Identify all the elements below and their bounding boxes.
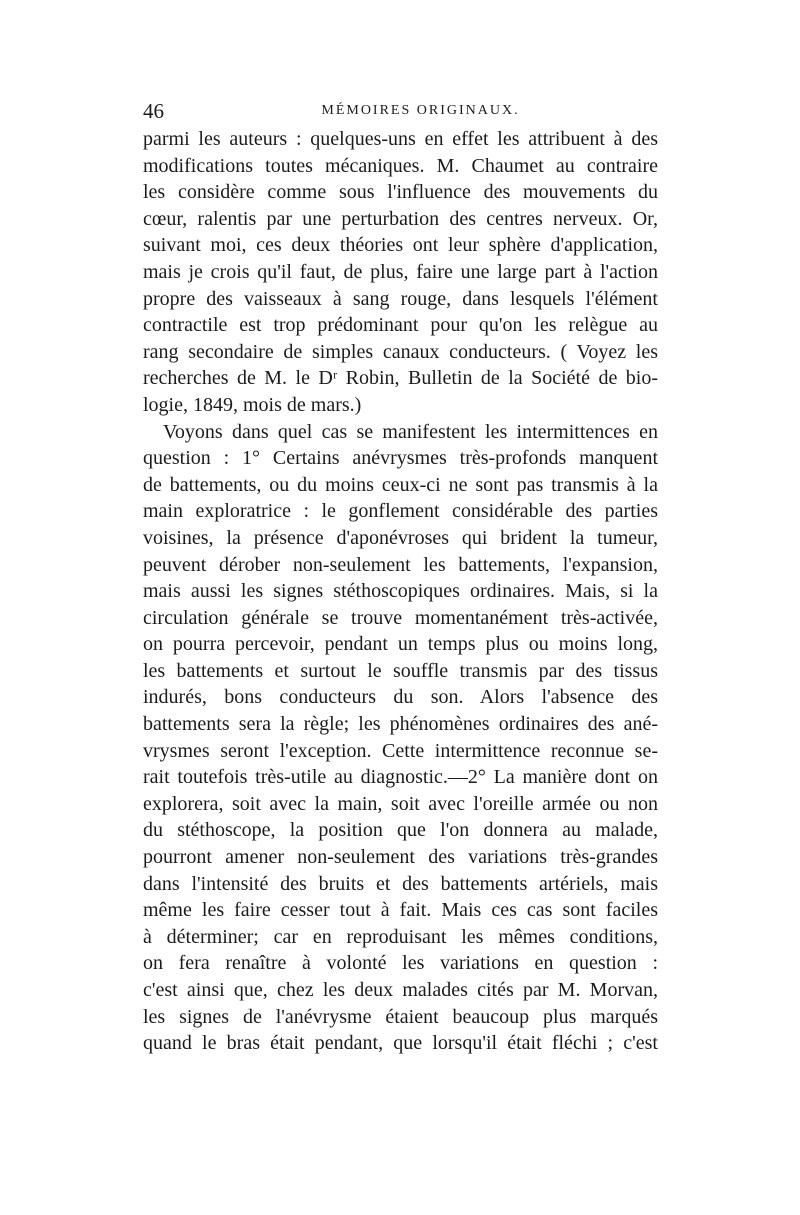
- text-line: mais je crois qu'il faut, de plus, faire une large part à l'action: [143, 260, 658, 283]
- text-line: voisines, la présence d'aponévroses qui brident la tumeur,: [143, 526, 658, 549]
- text-line: c'est ainsi que, chez les deux malades cités par M. Morvan,: [143, 979, 658, 1001]
- text-line: du stéthoscope, la position que l'on donnera au malade,: [143, 819, 658, 842]
- text-line: rait toutefois très-utile au diagnostic.—2° La manière dont on: [143, 766, 658, 789]
- text-line: propre des vaisseaux à sang rouge, dans lesquels l'élément: [143, 287, 658, 310]
- text-line: cœur, ralentis par une perturbation des centres nerveux. Or,: [143, 207, 658, 230]
- text-line: mais aussi les signes stéthoscopiques ordinaires. Mais, si la: [143, 580, 658, 603]
- text-line: même les faire cesser tout à fait. Mais ces cas sont faciles: [143, 899, 658, 922]
- text-line: on pourra percevoir, pendant un temps plus ou moins long,: [143, 633, 658, 656]
- text-line: rang secondaire de simples canaux conducteurs. ( Voyez les: [143, 340, 658, 363]
- text-line: parmi les auteurs : quelques-uns en effet les attribuent à des: [143, 128, 658, 150]
- text-line: logie, 1849, mois de mars.): [143, 393, 362, 416]
- text-line: quand le bras était pendant, que lorsqu'il était fléchi ; c'est: [143, 1032, 658, 1055]
- text-line: peuvent dérober non-seulement les battements, l'expansion,: [143, 553, 658, 576]
- text-line: main exploratrice : le gonflement considérable des parties: [143, 500, 658, 523]
- text-line: les signes de l'anévrysme étaient beaucoup plus marqués: [143, 1005, 658, 1028]
- text-line: de battements, ou du moins ceux-ci ne sont pas transmis à la: [143, 473, 658, 496]
- text-line: question : 1° Certains anévrysmes très-profonds manquent: [143, 447, 658, 470]
- text-line: battements sera la règle; les phénomènes ordinaires des ané-: [143, 713, 658, 736]
- text-line: pourront amener non-seulement des variations très-grandes: [143, 846, 658, 869]
- text-line: circulation générale se trouve momentanément très-activée,: [143, 606, 658, 629]
- book-page: [143, 96, 658, 1057]
- text-line: on fera renaître à volonté les variations en question :: [143, 952, 658, 975]
- page-number: 46: [143, 99, 164, 123]
- text-line: les battements et surtout le souffle transmis par des tissus: [143, 659, 658, 682]
- text-line: vrysmes seront l'exception. Cette intermittence reconnue se-: [143, 739, 658, 762]
- text-line: contractile est trop prédominant pour qu'on les relègue au: [143, 314, 658, 337]
- running-title: MÉMOIRES ORIGINAUX.: [321, 103, 520, 118]
- text-line: dans l'intensité des bruits et des battements artériels, mais: [143, 872, 658, 895]
- text-line: suivant moi, ces deux théories ont leur sphère d'application,: [143, 234, 658, 257]
- text-line: explorera, soit avec la main, soit avec l'oreille armée ou non: [143, 792, 658, 815]
- text-line: modifications toutes mécaniques. M. Chaumet au contraire: [143, 154, 658, 177]
- text-line: indurés, bons conducteurs du son. Alors l'absence des: [143, 686, 658, 709]
- text-line: recherches de M. le Dʳ Robin, Bulletin de la Société de bio-: [143, 367, 658, 390]
- text-line: les considère comme sous l'influence des mouvements du: [143, 181, 658, 204]
- running-head: [143, 96, 658, 126]
- text-line: Voyons dans quel cas se manifestent les intermittences en: [163, 420, 658, 443]
- body-text: [143, 126, 658, 1057]
- text-line: à déterminer; car en reproduisant les mêmes conditions,: [143, 925, 658, 948]
